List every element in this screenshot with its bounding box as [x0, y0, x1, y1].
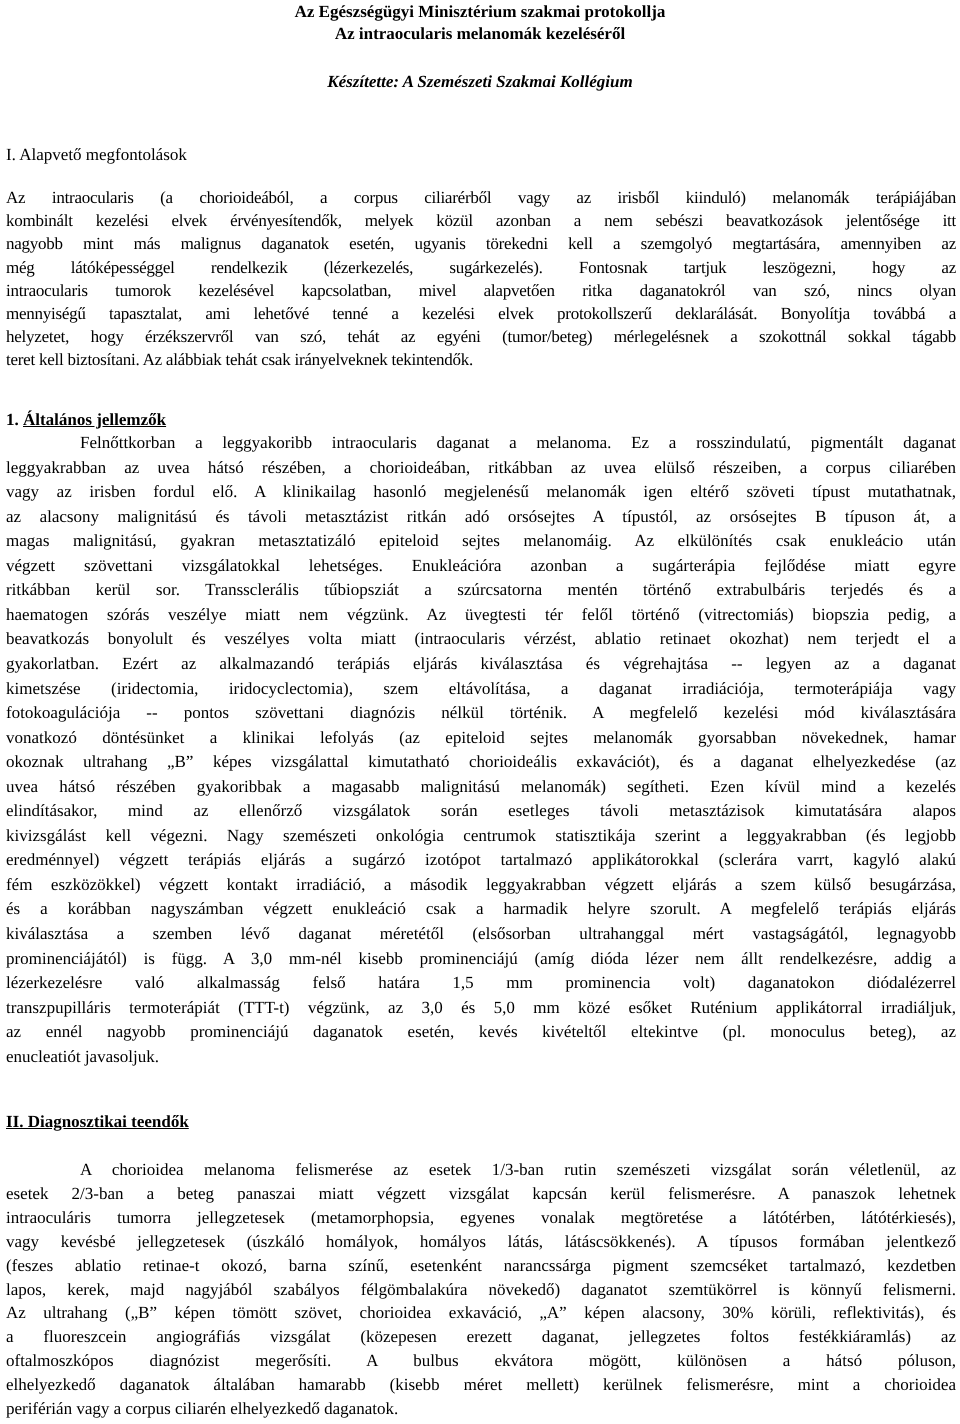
paragraph-line: (feszes ablatio retinae-t okozó, barna színű, esetenként narancssárga pigment szemcséket tartalmazó, kezdetben — [6, 1255, 956, 1275]
paragraph-line: enucleatiót javasoljuk. — [6, 1046, 159, 1066]
paragraph-line: vagy kevésbé jellegzetesek (úszkáló homályok, homályos látás, látáscsökkenés). A típusos formában jelentkező — [6, 1231, 956, 1251]
paragraph-line: még látóképességgel rendelkezik (lézerkezelés, sugárkezelés). Fontosnak tartjuk leszögezni, hogy az — [6, 257, 956, 277]
section-2-heading: II. Diagnosztikai teendők — [6, 1112, 189, 1131]
paragraph-line: nagyobb mint más malignus daganatok esetén, ugyanis törekedni kell a szemgolyó megtartására, amennyiben az — [6, 234, 956, 254]
paragraph-line: lézerkezelésre való alkalmasság felső határa 1,5 mm prominencia volt) daganatokon diódalézerrel — [6, 973, 956, 993]
paragraph-line: haematogen szórás veszélye miatt nem végzünk. Az üvegtesti tér felől történő (vitrectomiás) biopszia pedig, a — [6, 604, 956, 624]
paragraph-line: eredménnyel) végzett terápiás eljárás a sugárzó izotópot tartalmazó applikátorokkal (sclerára varrt, kagyló alakú — [6, 850, 956, 870]
paragraph-line: Felnőttkorban a leggyakoribb intraocularis daganat a melanoma. Ez a rosszindulatú, pigmentált daganat — [80, 433, 956, 452]
paragraph-line: lapos, kerek, majd nagyjából szabályos félgömbalakúra növekedő) daganatot szemtükörrel is könnyű felismerni. — [6, 1279, 956, 1299]
paragraph-line: intraoculáris tumorra jellegzetesek (metamorphopsia, egyenes vonalak megtöretése a látótérben, látótérkiesés), — [6, 1207, 956, 1227]
paragraph-line: magas malignitású, gyakran metasztatizáló epiteloid sejtes melanomáig. Az elkülönítés csak enukleácio után — [6, 531, 956, 551]
subsection-1-number: 1. — [6, 410, 23, 429]
paragraph-line: fotokoagulációja -- pontos szövettani diagnózis nélkül történik. A megfelelő kezelési mód kiválasztására — [6, 703, 956, 723]
paragraph-line: beavatkozás bonyolult és veszélyes volta miatt (intraocularis vérzést, ablatio retinaet okozhat) nem terjedt el a — [6, 629, 956, 649]
paragraph-line: prominenciájától) is függ. A 3,0 mm-nél kisebb prominenciájú (amíg dióda lézer nem állt rendelkezésre, addig a — [6, 948, 956, 968]
paragraph-line: az ennél nagyobb prominenciájú daganatok esetén, kevés kivételtől eltekintve (pl. monoculus beteg), az — [6, 1022, 956, 1042]
paragraph-line: teret kell biztosítani. Az alábbiak tehát csak irányelveknek tekintendők. — [6, 350, 474, 370]
paragraph-line: kiválasztása a szemben lévő daganat méretétől (elsősorban ultrahanggal mért vastagságától, legnagyobb — [6, 924, 956, 943]
section-1-heading: I. Alapvető megfontolások — [6, 145, 187, 164]
paragraph-line: periférián vagy a corpus ciliarén elhelyezkedő daganatok. — [6, 1399, 399, 1418]
paragraph-line: gyakorlatban. Ezért az alkalmazandó terápiás eljárás kiválasztása és végrehajtása -- legyen az a daganat — [6, 653, 956, 673]
paragraph-line: fém eszközökkel) végzett kontakt irradiáció, a második leggyakrabban végzett eljárás a szem külső besugárzása, — [6, 874, 956, 894]
paragraph-line: Az intraocularis (a chorioideából, a corpus ciliarérből vagy az irisből kiinduló) melanomák terápiájában — [6, 188, 956, 207]
author-line: Készítette: A Szemészeti Szakmai Kollégium — [327, 72, 633, 91]
paragraph-line: és a korábban nagyszámban végzett enukleáció csak a harmadik helyre szorult. A megfelelő terápiás eljárás — [6, 899, 956, 919]
paragraph-line: kivizsgálást kell végezni. Nagy szemészeti onkológia centrumok statisztikája szerint a leggyakrabban (és legjobb — [6, 825, 956, 845]
paragraph-line: vagy az irisben fordul elő. A klinikailag hasonló megjelenésű melanomák igen eltérő szöveti típust mutathatnak, — [6, 482, 956, 502]
paragraph-line: uvea hátsó részében gyakoribbak a magasabb malignitású melanomák) segítheti. Ezen kívül mind a kezelés — [6, 776, 956, 796]
paragraph-line: helyzetet, hogy érzékszervről van szó, tehát az egyéni (tumor/beteg) mérlegelésnek a szokottnál sokkal tágabb — [6, 327, 956, 347]
paragraph-line: Az ultrahang („B” képen tömött szövet, chorioidea exkaváció, „A” képen alacsony, 30% körüli, reflektivitás), és — [6, 1303, 956, 1323]
paragraph-line: a fluoreszcein angiográfiás vizsgálat (közepesen erezett daganat, jellegzetes foltos festékkiáramlás) az — [6, 1327, 956, 1347]
paragraph-line: végzett szövettani vizsgálatokkal lehetséges. Enukleációra azonban a sugárterápia fejlődése miatt egyre — [6, 555, 956, 575]
paragraph-line: elindításakor, mind az ellenőrző vizsgálatok során esetleges távoli metasztázisok kimutatására alapos — [6, 801, 956, 821]
paragraph-line: mennyiségű tapasztalat, ami lehetővé tenné a kezelési elvek protokollszerű deklarálását. Bonyolítja továbbá a — [6, 304, 956, 323]
paragraph-line: esetek 2/3-ban a beteg panaszai miatt végzett vizsgálat kapcsán kerül felismerésre. A panaszok lehetnek — [6, 1183, 956, 1203]
paragraph-line: kombinált kezelési elvek érvényesítendők, melyek közül azonban a nem sebészi beavatkozások jelentősége itt — [6, 211, 956, 231]
paragraph-line: kimetszése (iridectomia, iridocyclectomia), szem eltávolítása, a daganat irradiációja, termoterápiája vagy — [6, 678, 956, 698]
subsection-1-heading — [6, 408, 956, 431]
title-line-1: Az Egészségügyi Minisztérium szakmai protokollja — [294, 2, 666, 21]
paragraph-line: oftalmoszkópos diagnózist megerősíti. A bulbus ekvátora mögött, különösen a hátsó póluson, — [6, 1351, 956, 1371]
paragraph-line: ritkábban kerül sor. Transsclerális tűbiopsziát a szúrcsatorna mentén történő extrabulbáris terjedés és a — [6, 580, 956, 600]
paragraph-line: elhelyezkedő daganatok általában hamarabb (kisebb méret mellett) kerülnek felismerésre, mint a chorioidea — [6, 1375, 956, 1395]
title-line-2: Az intraocularis melanomák kezeléséről — [334, 24, 626, 43]
paragraph-line: vonatkozó döntésünket a klinikai lefolyás (az epiteloid sejtes melanomák gyorsabban növekednek, hamar — [6, 727, 956, 747]
paragraph-line: az alacsony malignitású és távoli metasztázist ritkán adó orsósejtes A típustól, az orsósejtes B típuson át, a — [6, 506, 956, 526]
paragraph-line: okoznak ultrahang „B” képes vizsgálattal kimutatható chorioideális exkavációt), és a daganat elhelyezkedése (az — [6, 752, 956, 772]
paragraph-line: transzpupilláris termoterápiát (TTT-t) végzünk, az 3,0 és 5,0 mm közé esőket Ruténium applikátorral irradiáljuk, — [6, 997, 956, 1017]
paragraph-line: intraocularis tumorok kezelésével kapcsolatban, mivel alapvetően ritka daganatokról van szó, nincs olyan — [6, 280, 956, 300]
paragraph-line: leggyakrabban az uvea hátsó részében, a chorioideában, ritkábban az uvea elülső részeiben, a corpus ciliarében — [6, 457, 956, 477]
subsection-1-title: Általános jellemzők — [23, 410, 167, 429]
paragraph-line: A chorioidea melanoma felismerése az esetek 1/3-ban rutin szemészeti vizsgálat során véletlenül, az — [80, 1160, 956, 1179]
